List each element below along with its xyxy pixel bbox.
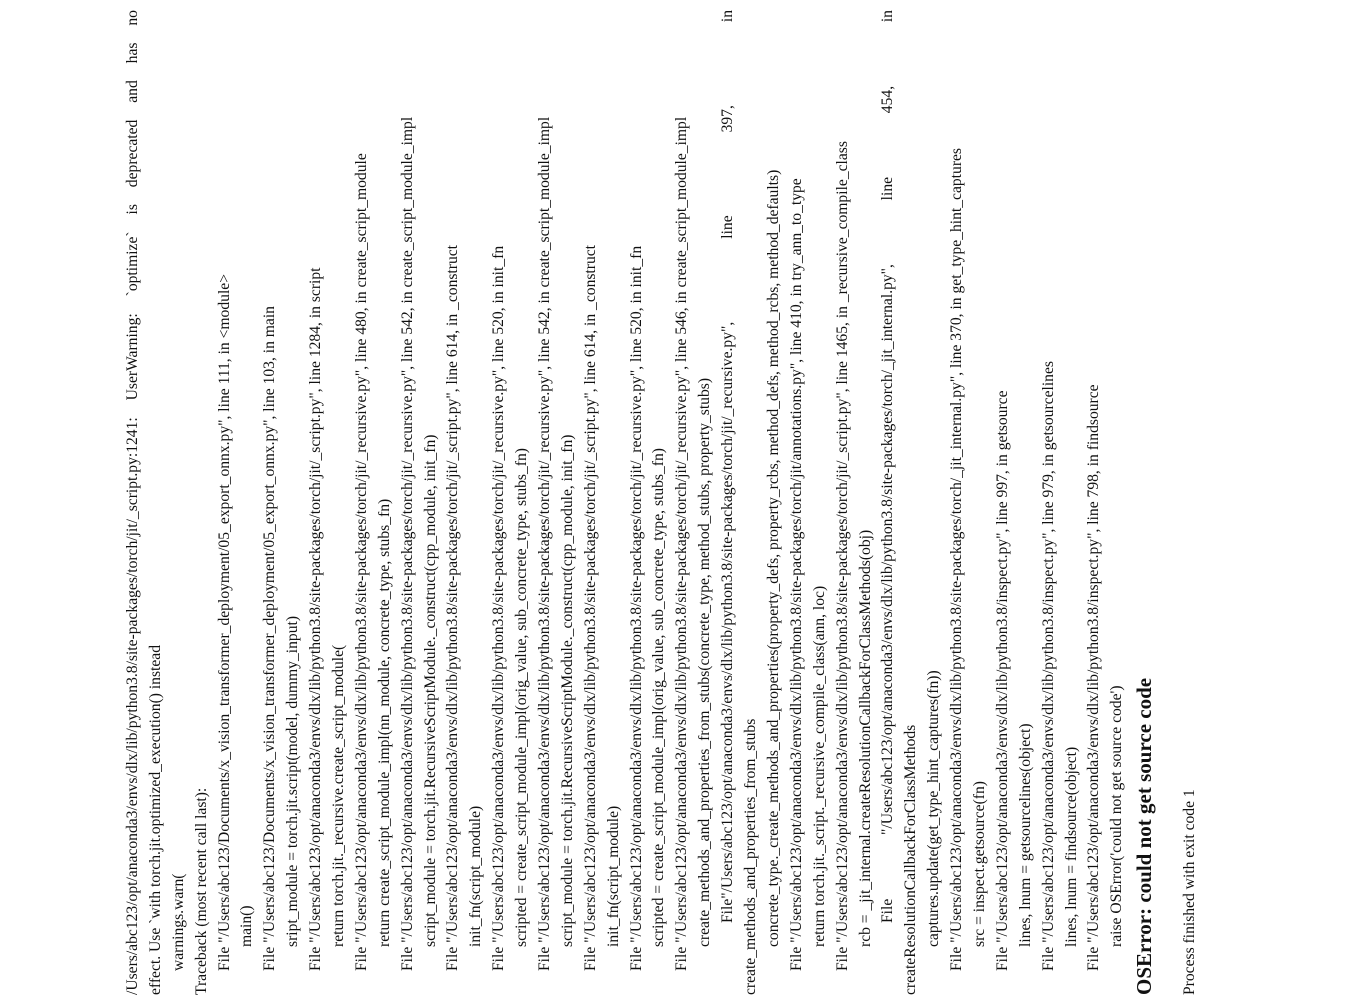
console-line: create_methods_and_properties_from_stubs(concrete_type, method_stubs, property_stubs): [696, 377, 714, 947]
console-word: deprecated: [124, 119, 141, 188]
console-word: 397,: [719, 105, 737, 133]
console-word: `optimize`: [124, 231, 141, 297]
console-line: File "/Users/abc123/opt/anaconda3/envs/dlx/lib/python3.8/inspect.py", line 997, in getsource: [993, 390, 1011, 971]
console-line: init_fn(script_module): [604, 805, 622, 947]
console-line: lines, lnum = getsourcelines(object): [1016, 723, 1034, 947]
console-line: File "/Users/abc123/Documents/x_vision_transformer_deployment/05_export_onnx.py", line 103, in main: [261, 306, 279, 971]
console-word: line: [719, 215, 737, 239]
console-line: File "/Users/abc123/opt/anaconda3/envs/dlx/lib/python3.8/site-packages/torch/jit/_recursive.py", line 520, in init_fn: [627, 245, 645, 971]
console-line: create_methods_and_properties_from_stubs: [742, 718, 760, 995]
console-line: scripted = create_script_module_impl(orig_value, sub_concrete_type, stubs_fn): [650, 448, 668, 947]
console-line: return create_script_module_impl(nn_module, concrete_type, stubs_fn): [375, 498, 393, 947]
console-line: effect. Use `with torch.jit.optimized_execution() instead: [146, 644, 164, 995]
console-line: File "/Users/abc123/opt/anaconda3/envs/dlx/lib/python3.8/site-packages/torch/jit/_recursive.py", line 546, in create_script_module_impl: [673, 116, 691, 971]
console-line: script_module = torch.jit.RecursiveScriptModule._construct(cpp_module, init_fn): [558, 434, 576, 947]
console-output: [122, 10, 1212, 995]
console-line: Traceback (most recent call last):: [192, 787, 210, 995]
console-word: 454,: [879, 85, 897, 114]
console-line: script_module = torch.jit.RecursiveScriptModule._construct(cpp_module, init_fn): [421, 434, 439, 947]
console-line: File "/Users/abc123/opt/anaconda3/envs/dlx/lib/python3.8/site-packages/torch/_jit_internal.py", line 370, in get_type_hint_captures: [948, 148, 966, 971]
error-message: OSError: could not get source code: [1132, 677, 1157, 995]
console-word: UserWarning:: [124, 313, 141, 401]
console-word: is: [124, 204, 141, 215]
console-line: Process finished with exit code 1: [1181, 789, 1199, 995]
console-line: main(): [238, 905, 256, 947]
console-word: "/Users/abc123/opt/anaconda3/envs/dlx/lib/python3.8/site-packages/torch/_jit_internal.py",: [879, 264, 897, 835]
console-line: scripted = create_script_module_impl(orig_value, sub_concrete_type, stubs_fn): [513, 448, 531, 947]
blank-line: [1157, 10, 1179, 995]
console-line: lines, lnum = findsource(object): [1062, 746, 1080, 947]
console-line: warnings.warn(: [169, 873, 187, 971]
console-line: init_fn(script_module): [467, 805, 485, 947]
console-line: src = inspect.getsource(fn): [970, 781, 988, 947]
console-word: File: [879, 898, 897, 923]
console-line: [122, 10, 145, 995]
console-line: return torch.jit._script._recursive_compile_class(ann, loc): [810, 585, 828, 947]
console-line: File "/Users/abc123/opt/anaconda3/envs/dlx/lib/python3.8/site-packages/torch/jit/_script.py", line 1284, in script: [307, 267, 325, 971]
console-word: in: [719, 10, 737, 23]
console-line: return torch.jit._recursive.create_script_module(: [330, 644, 348, 947]
console-line: File "/Users/abc123/opt/anaconda3/envs/dlx/lib/python3.8/site-packages/torch/jit/_recursive.py", line 480, in create_script_module: [352, 153, 370, 971]
console-line: raise OSError('could not get source code'): [1108, 685, 1126, 947]
console-line: File "/Users/abc123/opt/anaconda3/envs/dlx/lib/python3.8/site-packages/torch/jit/annotations.py", line 410, in try_ann_to_type: [787, 178, 805, 971]
console-line: captures.update(get_type_hint_captures(fn)): [925, 670, 943, 947]
console-line: [717, 10, 740, 995]
console-word: has: [124, 42, 141, 64]
console-line: File "/Users/abc123/opt/anaconda3/envs/dlx/lib/python3.8/site-packages/torch/jit/_script.py", line 1465, in _recursive_compile_class: [833, 141, 851, 971]
console-word: /Users/abc123/opt/anaconda3/envs/dlx/lib/python3.8/site-packages/torch/jit/_script.py:1241:: [124, 417, 141, 995]
console-word: File"/Users/abc123/opt/anaconda3/envs/dlx/lib/python3.8/site-packages/torch/jit/_recursive.py",: [719, 321, 737, 923]
console-line: sript_module = torch.jit.script(model, dummy_input): [284, 615, 302, 947]
console-word: in: [879, 10, 897, 23]
console-line: File "/Users/abc123/opt/anaconda3/envs/dlx/lib/python3.8/inspect.py", line 798, in findsource: [1085, 384, 1103, 971]
console-line: File "/Users/abc123/opt/anaconda3/envs/dlx/lib/python3.8/site-packages/torch/jit/_recursive.py", line 520, in init_fn: [490, 245, 508, 971]
console-line: File "/Users/abc123/opt/anaconda3/envs/dlx/lib/python3.8/site-packages/torch/jit/_script.py", line 614, in _construct: [444, 244, 462, 971]
console-word: no: [124, 10, 141, 26]
console-line: createResolutionCallbackForClassMethods: [902, 724, 920, 995]
console-line: [877, 10, 900, 995]
console-line: File "/Users/abc123/opt/anaconda3/envs/dlx/lib/python3.8/inspect.py", line 979, in getsourcelines: [1039, 361, 1057, 971]
console-word: line: [879, 176, 897, 201]
console-line: File "/Users/abc123/opt/anaconda3/envs/dlx/lib/python3.8/site-packages/torch/jit/_recursive.py", line 542, in create_script_module_impl: [536, 116, 554, 971]
console-line: concrete_type._create_methods_and_properties(property_defs, property_rcbs, method_defs, method_rcbs, method_defaults): [764, 169, 782, 947]
console-line: File "/Users/abc123/Documents/x_vision_transformer_deployment/05_export_onnx.py", line 111, in <module>: [215, 274, 233, 971]
console-line: File "/Users/abc123/opt/anaconda3/envs/dlx/lib/python3.8/site-packages/torch/jit/_script.py", line 614, in _construct: [581, 244, 599, 971]
console-line: rcb = _jit_internal.createResolutionCallbackForClassMethods(obj): [856, 529, 874, 947]
console-line: File "/Users/abc123/opt/anaconda3/envs/dlx/lib/python3.8/site-packages/torch/jit/_recursive.py", line 542, in create_script_module_impl: [398, 116, 416, 971]
console-word: and: [124, 80, 141, 103]
